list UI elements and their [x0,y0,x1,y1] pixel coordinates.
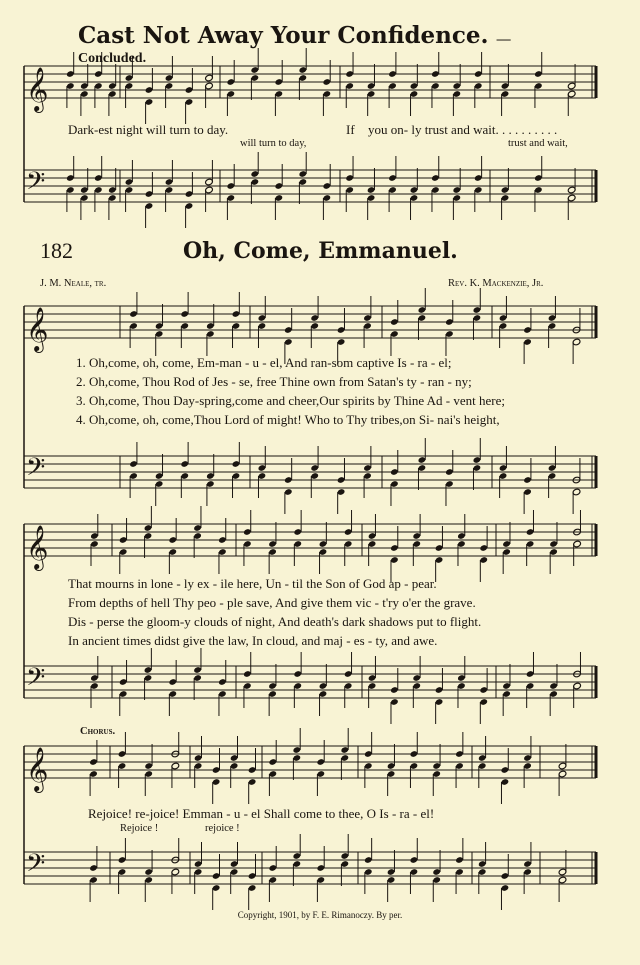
echo-lyric: will turn to day, [240,138,307,149]
lyric-line [368,122,557,138]
echo-lyric: trust and wait, [508,138,568,149]
translator-credit: J. M. Neale, tr. [40,278,107,289]
echo-lyric: rejoice ! [205,823,240,834]
hymn-title: Oh, Come, Emmanuel. [183,238,458,264]
title-suffix: —Concluded. [78,32,511,66]
chorus-lyric: Rejoice! re-joice! Emman - u - el Shall come to thee, O Is - ra - el! [88,806,435,821]
clef-symbol: 𝄢 [26,453,46,488]
verse-line: Dis - perse the gloom-y clouds of night, And death's dark shadows put to flight. [68,614,482,629]
clef-symbol: 𝄞 [26,67,49,111]
verse-line: That mourns in lone - ly ex - ile here, Un - til the Son of God ap - pear. [68,576,437,591]
clef-symbol: 𝄞 [26,525,49,569]
verse-line: 4. Oh,come, oh, come,Thou Lord of might! Who to Thy tribes,on Si- nai's height, [76,412,500,427]
page-title: Cast Not Away Your Confidence. [78,22,489,49]
verse-line: 1. Oh,come, oh, come, Em-man - u - el, And ran-som captive Is - ra - el; [76,355,452,370]
clef-symbol: 𝄞 [26,307,49,351]
lyric-fragment: Dark-est night will turn to day. [68,122,229,137]
hymn-number: 182 [40,238,73,263]
lyric-line [346,122,355,138]
clef-symbol: 𝄞 [26,747,49,791]
verse-line: In ancient times didst give the law, In cloud, and maj - es - ty, and awe. [68,633,438,648]
lyric-fragment: If [346,122,355,137]
lyric-line [68,122,228,138]
verse-line: 2. Oh,come, Thou Rod of Jes - se, free Thine own from Satan's ty - ran - ny; [76,374,472,389]
verse-line: From depths of hell Thy peo - ple save, And give them vic - t'ry o'er the grave. [68,595,476,610]
clef-symbol: 𝄢 [26,849,46,884]
verse-line: 3. Oh,come, Thou Day-spring,come and cheer,Our spirits by Thine Ad - vent here; [76,393,505,408]
clef-symbol: 𝄢 [26,663,46,698]
chorus-label: Chorus. [80,726,116,737]
copyright-notice: Copyright, 1901, by F. E. Rimanoczy. By per. [237,910,403,920]
composer-credit: Rev. K. Mackenzie, Jr. [448,278,544,289]
clef-symbol: 𝄢 [26,167,46,202]
echo-lyric: Rejoice ! [120,823,159,834]
lyric-fragment: you on- ly trust and wait. . . . . . . . . . [368,122,558,137]
